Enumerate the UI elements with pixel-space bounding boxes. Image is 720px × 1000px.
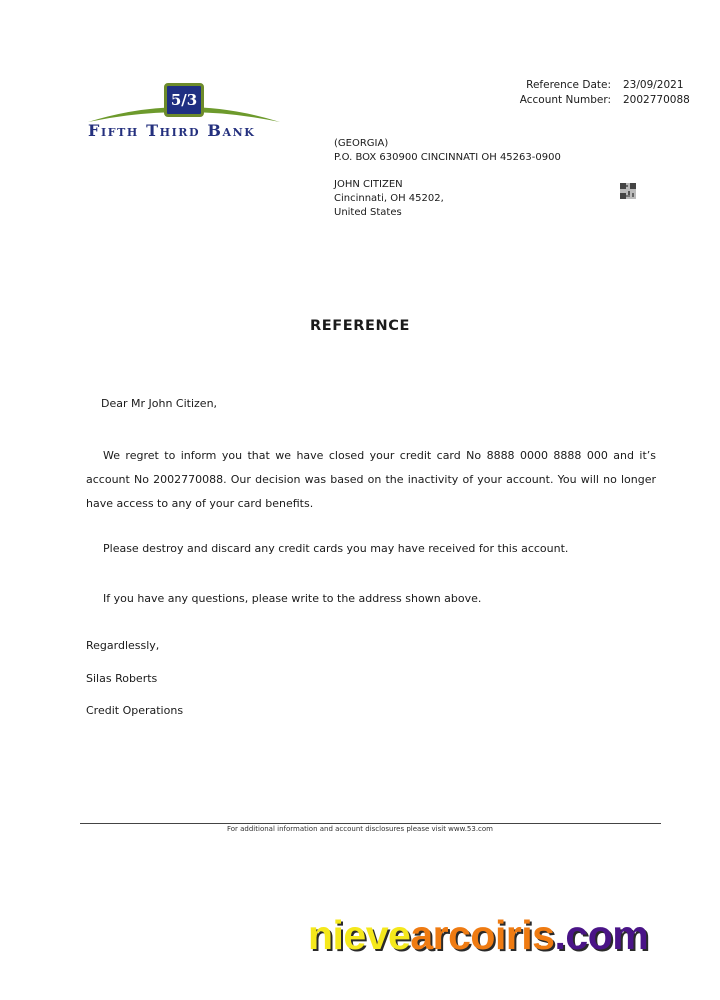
- recipient-name: JOHN CITIZEN: [334, 179, 403, 190]
- signer-department: Credit Operations: [86, 704, 184, 717]
- closing: Regardlessly,: [86, 639, 160, 652]
- bank-logo-icon: 5/3: [164, 83, 204, 117]
- sender-address-line: (GEORGIA): [334, 138, 389, 149]
- paragraph-questions: If you have any questions, please write to the address shown above.: [103, 592, 482, 605]
- qr-code-icon: [620, 183, 636, 199]
- bank-name: Fifth Third Bank: [88, 121, 256, 140]
- footer-divider: [80, 823, 661, 824]
- sender-address-line: P.O. BOX 630900 CINCINNATI OH 45263-0900: [334, 152, 561, 163]
- watermark: [308, 912, 648, 959]
- signer-name: Silas Roberts: [86, 672, 158, 685]
- recipient-country: United States: [334, 207, 402, 218]
- document-title: REFERENCE: [309, 318, 411, 334]
- salutation: Dear Mr John Citizen,: [101, 397, 218, 410]
- paragraph-destroy-cards: Please destroy and discard any credit cards you may have received for this account.: [103, 542, 569, 555]
- recipient-city: Cincinnati, OH 45202,: [334, 193, 444, 204]
- paragraph-closure-notice: We regret to inform you that we have closed your credit card No 8888 0000 8888 000 and it’s account No 2002770088. Our decision was based on the inactivity of your account. You will no longer have access to any of your card benefits.: [86, 449, 656, 510]
- watermark-part: arcoiris: [410, 912, 555, 958]
- recipient-address: [334, 178, 444, 220]
- reference-date-label: Reference Date:: [526, 79, 611, 91]
- sender-address: [334, 137, 561, 165]
- account-number-label: Account Number:: [519, 94, 611, 106]
- reference-meta: [501, 78, 693, 108]
- footer-disclosure: For additional information and account disclosures please visit www.53.com: [226, 825, 494, 833]
- account-number-value: 2002770088: [623, 94, 690, 106]
- reference-date-value: 23/09/2021: [623, 79, 684, 91]
- watermark-part: .com: [554, 912, 649, 958]
- watermark-part: nieve: [308, 912, 411, 958]
